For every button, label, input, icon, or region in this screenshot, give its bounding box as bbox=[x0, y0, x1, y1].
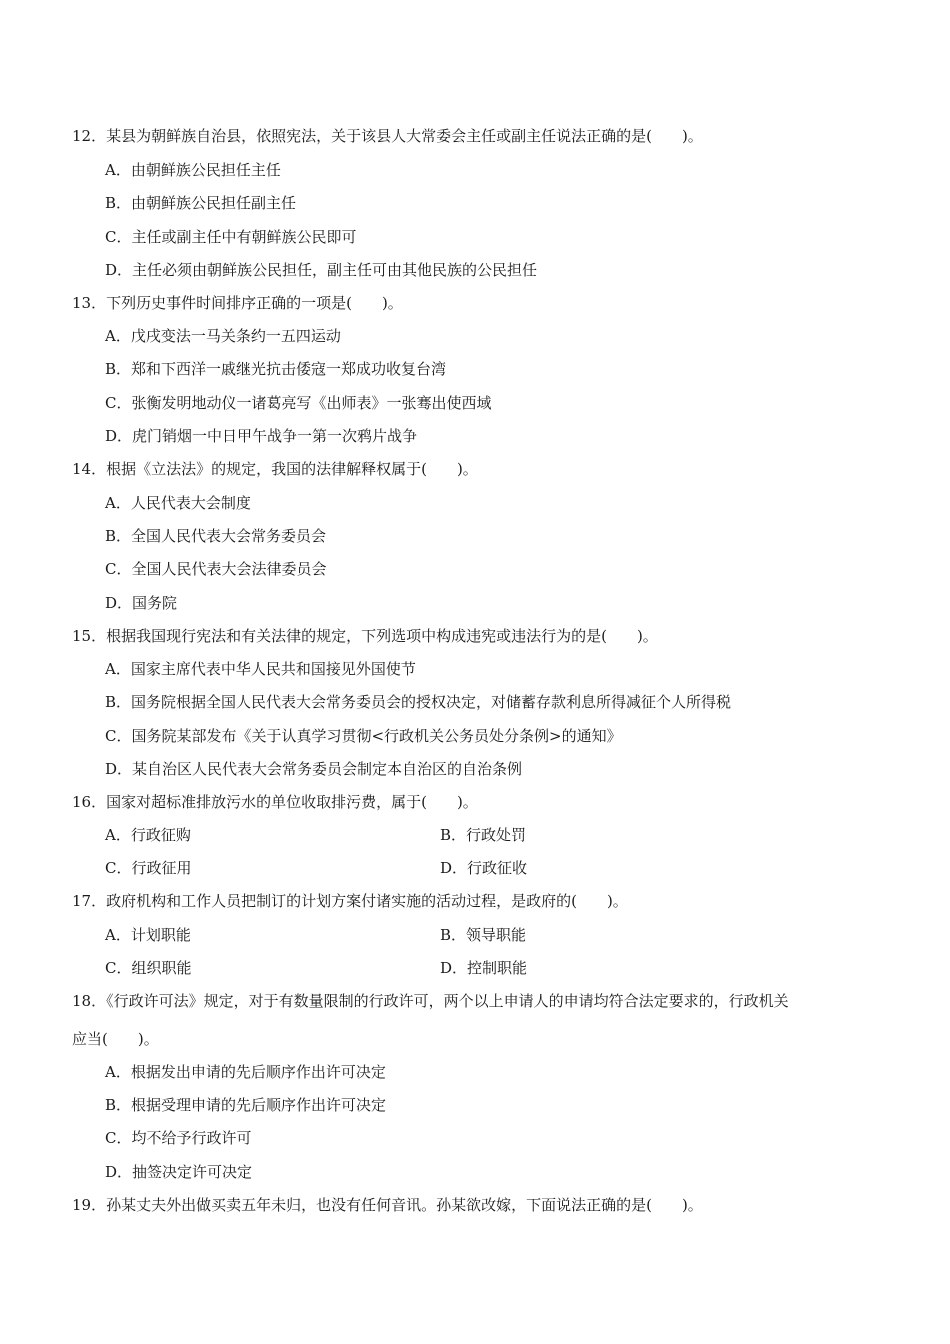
question-17-option-b: B．领导职能 bbox=[440, 926, 527, 944]
question-15-option-a: A．国家主席代表中华人民共和国接见外国使节 bbox=[105, 660, 416, 678]
question-13-option-b: B．郑和下西洋一戚继光抗击倭寇一郑成功收复台湾 bbox=[105, 360, 447, 378]
question-15-option-b: B．国务院根据全国人民代表大会常务委员会的授权决定，对储蓄存款利息所得减征个人所得税 bbox=[105, 693, 732, 711]
question-16-option-a: A．行政征购 bbox=[105, 826, 191, 844]
question-15-option-c: C．国务院某部发布《关于认真学习贯彻<行政机关公务员处分条例>的通知》 bbox=[105, 727, 622, 745]
question-18-stem: 18．《行政许可法》规定，对于有数量限制的行政许可，两个以上申请人的申请均符合法定要求的，行政机关 bbox=[72, 992, 789, 1010]
question-16-stem: 16．国家对超标准排放污水的单位收取排污费，属于( )。 bbox=[72, 793, 478, 811]
question-15-stem: 15．根据我国现行宪法和有关法律的规定，下列选项中构成违宪或违法行为的是( )。 bbox=[72, 627, 658, 645]
question-12-option-a: A．由朝鲜族公民担任主任 bbox=[105, 161, 281, 179]
question-18-stem-continued: 应当( )。 bbox=[72, 1030, 159, 1048]
question-18-option-c: C．均不给予行政许可 bbox=[105, 1129, 252, 1147]
question-14-stem: 14．根据《立法法》的规定，我国的法律解释权属于( )。 bbox=[72, 460, 478, 478]
question-17-option-d: D．控制职能 bbox=[440, 959, 528, 977]
question-13-option-d: D．虎门销烟一中日甲午战争一第一次鸦片战争 bbox=[105, 427, 418, 445]
question-18-option-a: A．根据发出申请的先后顺序作出许可决定 bbox=[105, 1063, 386, 1081]
question-19-stem: 19．孙某丈夫外出做买卖五年未归，也没有任何音讯。孙某欲改嫁，下面说法正确的是( )。 bbox=[72, 1196, 703, 1214]
question-12-option-b: B．由朝鲜族公民担任副主任 bbox=[105, 194, 297, 212]
question-16-option-b: B．行政处罚 bbox=[440, 826, 527, 844]
question-17-option-a: A．计划职能 bbox=[105, 926, 191, 944]
question-14-option-a: A．人民代表大会制度 bbox=[105, 494, 251, 512]
question-17-option-c: C．组织职能 bbox=[105, 959, 192, 977]
question-14-option-b: B．全国人民代表大会常务委员会 bbox=[105, 527, 327, 545]
question-17-stem: 17．政府机构和工作人员把制订的计划方案付诸实施的活动过程，是政府的( )。 bbox=[72, 892, 628, 910]
question-14-option-d: D．国务院 bbox=[105, 594, 178, 612]
question-15-option-d: D．某自治区人民代表大会常务委员会制定本自治区的自治条例 bbox=[105, 760, 523, 778]
question-13-stem: 13．下列历史事件时间排序正确的一项是( )。 bbox=[72, 294, 403, 312]
question-14-option-c: C．全国人民代表大会法律委员会 bbox=[105, 560, 327, 578]
question-18-option-d: D．抽签决定许可决定 bbox=[105, 1163, 253, 1181]
question-13-option-a: A．戊戌变法一马关条约一五四运动 bbox=[105, 327, 341, 345]
question-13-option-c: C．张衡发明地动仪一诸葛亮写《出师表》一张骞出使西域 bbox=[105, 394, 492, 412]
question-12-option-d: D．主任必须由朝鲜族公民担任，副主任可由其他民族的公民担任 bbox=[105, 261, 538, 279]
question-16-option-d: D．行政征收 bbox=[440, 859, 528, 877]
question-18-option-b: B．根据受理申请的先后顺序作出许可决定 bbox=[105, 1096, 387, 1114]
question-16-option-c: C．行政征用 bbox=[105, 859, 192, 877]
question-12-option-c: C．主任或副主任中有朝鲜族公民即可 bbox=[105, 228, 357, 246]
question-12-stem: 12．某县为朝鲜族自治县，依照宪法，关于该县人大常委会主任或副主任说法正确的是( )。 bbox=[72, 127, 703, 145]
